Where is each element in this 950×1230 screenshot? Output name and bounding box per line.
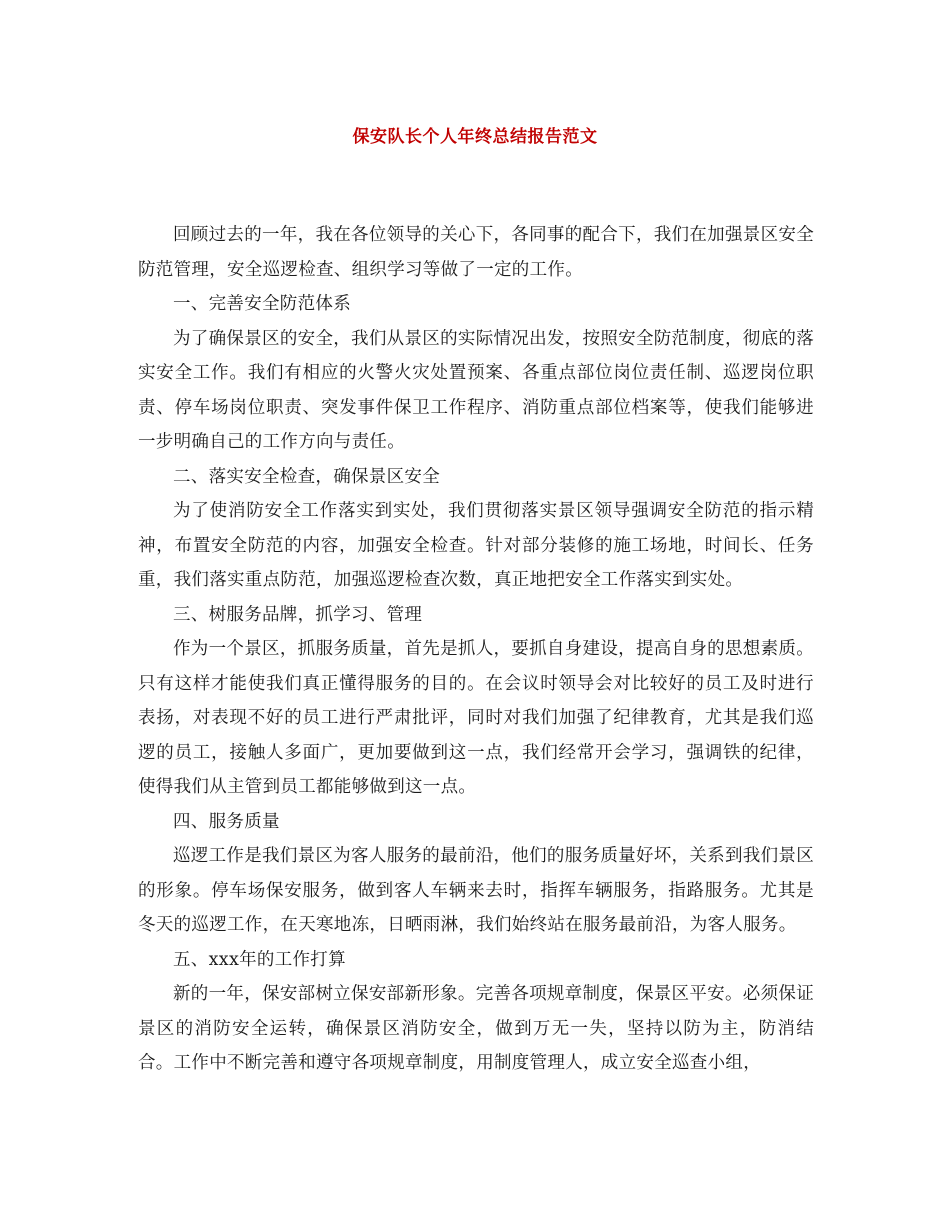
section-paragraph-2: 为了使消防安全工作落实到实处，我们贯彻落实景区领导强调安全防范的指示精神，布置安全防范的内容，加强安全检查。针对部分装修的施工场地，时间长、任务重，我们落实重点防范，加强巡逻检查次数，真正地把安全工作落实到实处。 — [138, 501, 814, 590]
section-heading-3: 三、树服务品牌，抓学习、管理 — [173, 604, 423, 625]
section-heading-5: 五、xxx年的工作打算 — [173, 949, 346, 970]
section-paragraph-3: 作为一个景区，抓服务质量，首先是抓人，要抓自身建设，提高自身的思想素质。只有这样才能使我们真正懂得服务的目的。在会议时领导会对比较好的员工及时进行表扬，对表现不好的员工进行严肃批评，同时对我们加强了纪律教育，尤其是我们巡逻的员工，接触人多面广，更加要做到这一点，我们经常开会学习，强调铁的纪律，使得我们从主管到员工都能够做到这一点。 — [138, 639, 814, 797]
document-title: 保安队长个人年终总结报告范文 — [352, 127, 598, 147]
document-body — [138, 218, 814, 1081]
section-paragraph-1: 为了确保景区的安全，我们从景区的实际情况出发，按照安全防范制度，彻底的落实安全工作。我们有相应的火警火灾处置预案、各重点部位岗位责任制、巡逻岗位职责、停车场岗位职责、突发事件保卫工作程序、消防重点部位档案等，使我们能够进一步明确自己的工作方向与责任。 — [138, 328, 814, 452]
section-paragraph-5: 新的一年，保安部树立保安部新形象。完善各项规章制度，保景区平安。必须保证景区的消防安全运转，确保景区消防安全，做到万无一失，坚持以防为主，防消结合。工作中不断完善和遵守各项规章制度，用制度管理人，成立安全巡查小组， — [138, 984, 814, 1073]
section-heading-1: 一、完善安全防范体系 — [173, 294, 351, 314]
section-paragraph-4: 巡逻工作是我们景区为客人服务的最前沿，他们的服务质量好坏，关系到我们景区的形象。停车场保安服务，做到客人车辆来去时，指挥车辆服务，指路服务。尤其是冬天的巡逻工作，在天寒地冻，日晒雨淋，我们始终站在服务最前沿，为客人服务。 — [138, 846, 814, 935]
intro-paragraph: 回顾过去的一年，我在各位领导的关心下，各同事的配合下，我们在加强景区安全防范管理，安全巡逻检查、组织学习等做了一定的工作。 — [138, 225, 814, 280]
section-heading-4: 四、服务质量 — [173, 811, 280, 832]
section-heading-2: 二、落实安全检查，确保景区安全 — [173, 466, 440, 487]
